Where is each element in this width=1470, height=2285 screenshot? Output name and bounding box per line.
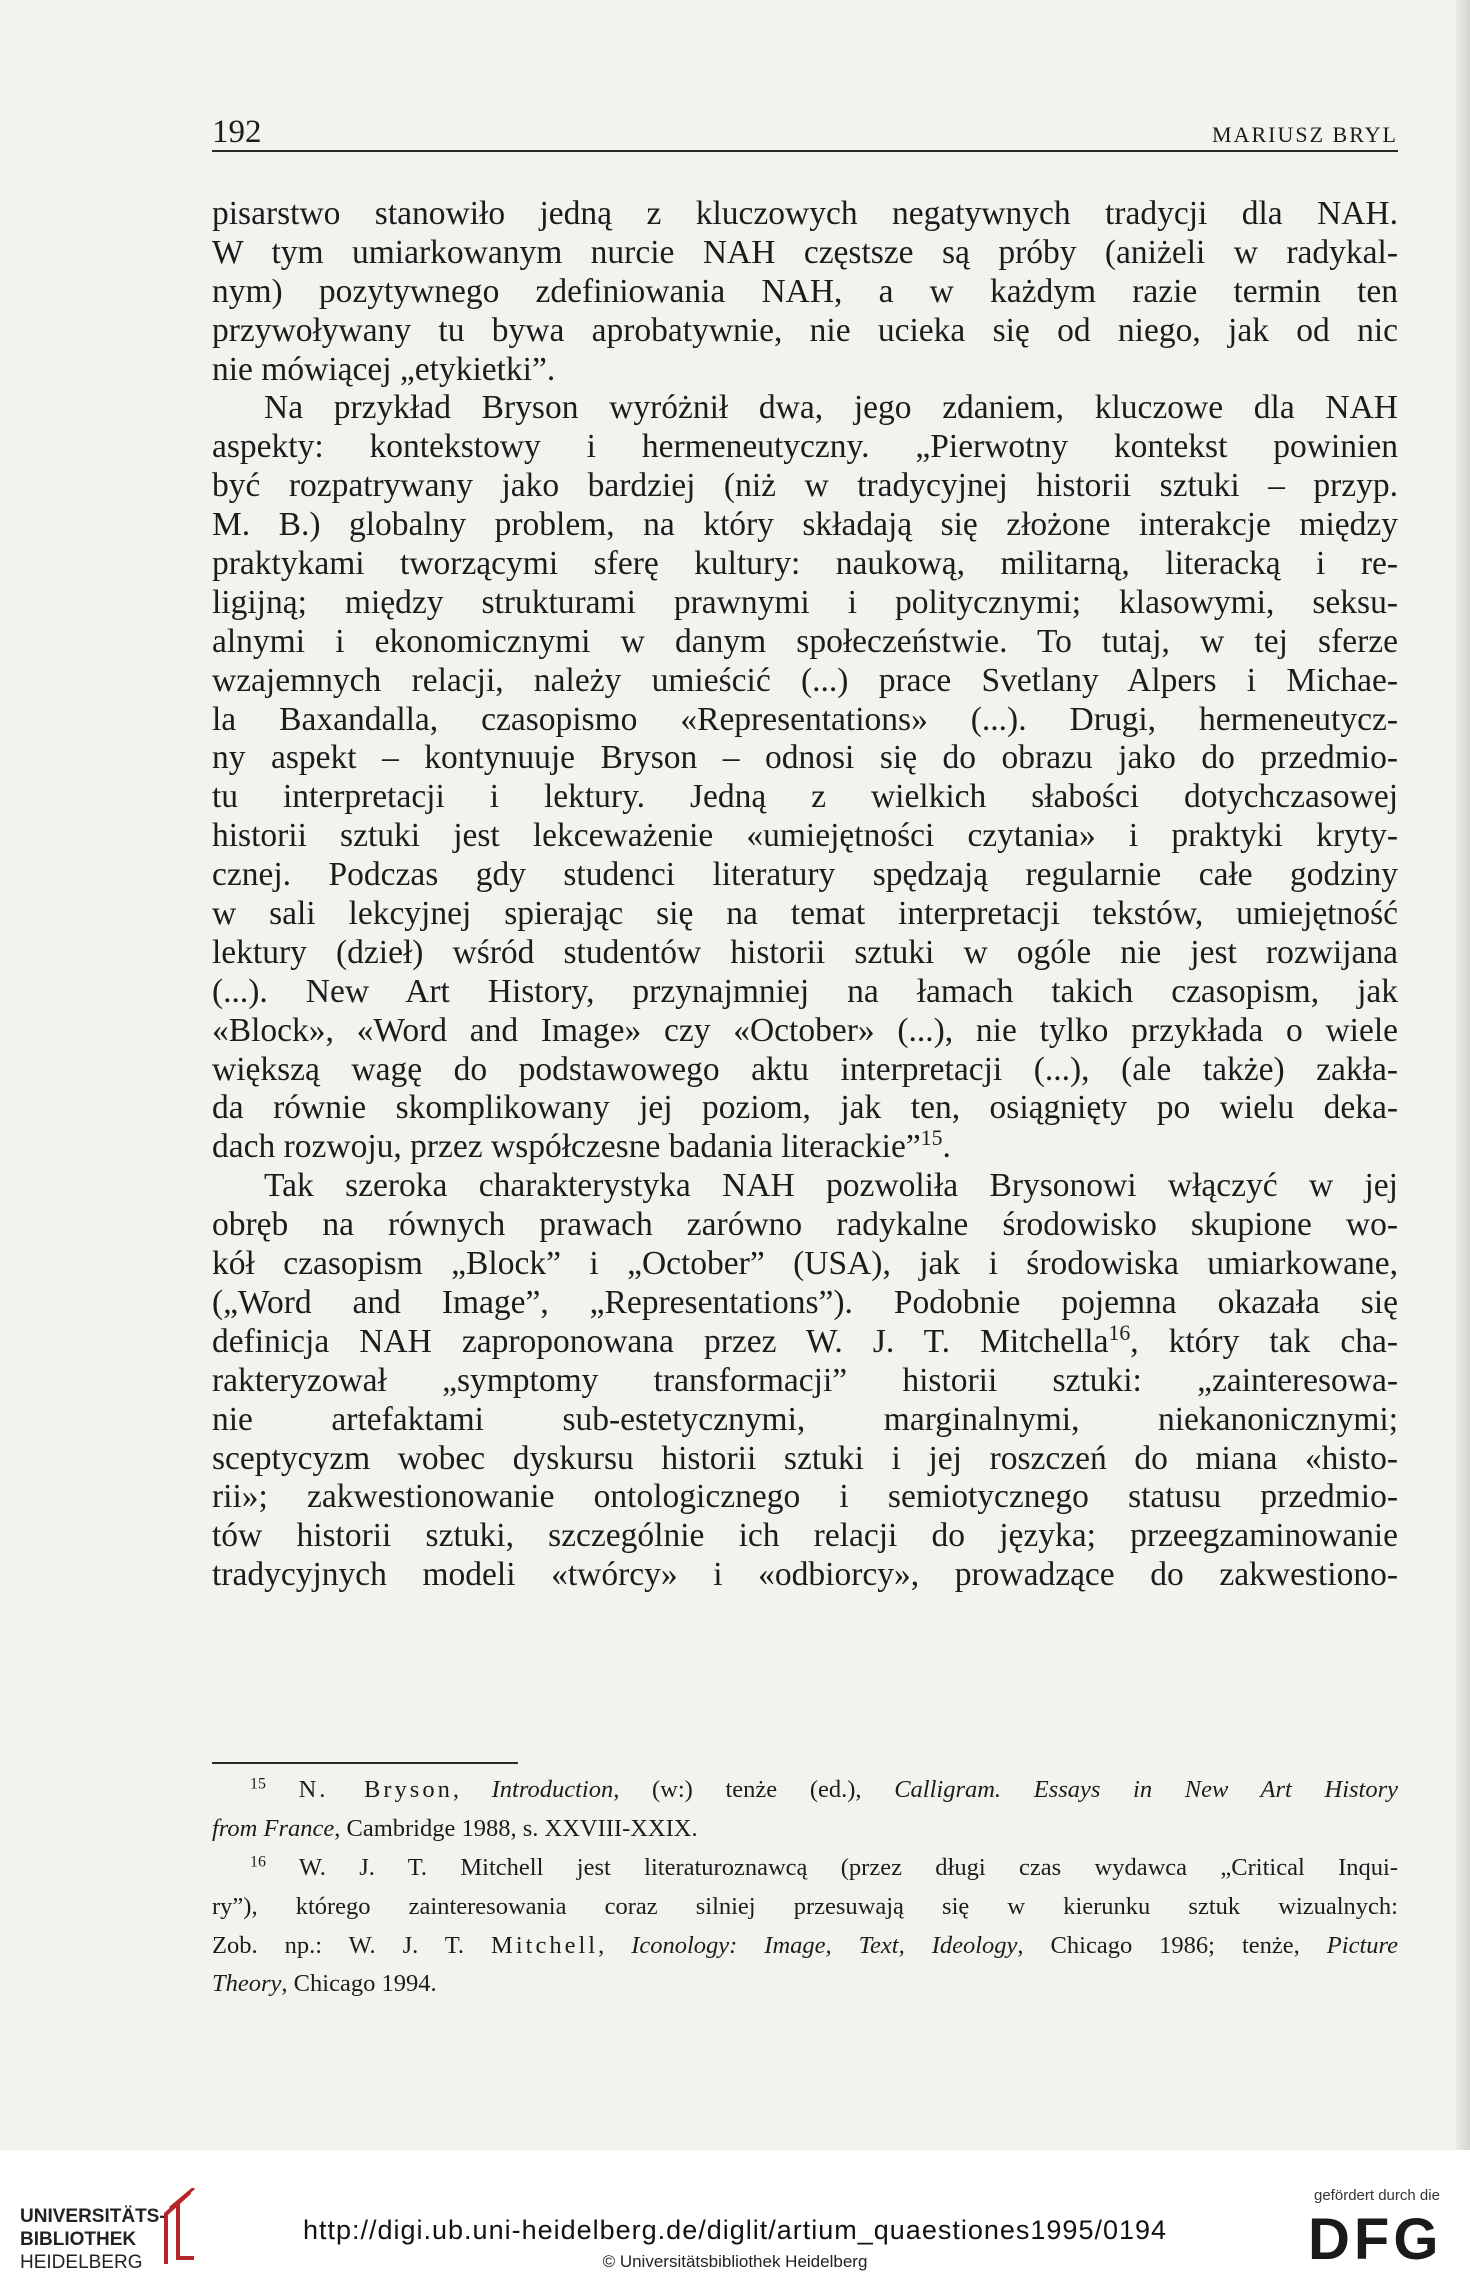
body-line: ny aspekt – kontynuuje Bryson – odnosi się do obrazu jako do przedmio- [212,739,1398,777]
body-line: Na przykład Bryson wyróżnił dwa, jego zdaniem, kluczowe dla NAH [264,389,1398,427]
body-line: ligijną; między strukturami prawnymi i politycznymi; klasowymi, seksu- [212,583,1398,621]
body-line: definicja NAH zaproponowana przez W. J. T. Mitchella$^{16}$, który tak cha- [212,1320,1398,1360]
body-line: historii sztuki jest lekceważenie «umiejętności czytania» i praktyki kryty- [212,817,1398,855]
page-number: 192 [212,114,262,150]
body-line: dach rozwoju, przez współczesne badania literackie”$^{15}$. [212,1126,951,1166]
page-header [212,110,1398,152]
body-line: pisarstwo stanowiło jedną z kluczowych negatywnych tradycji dla NAH. [212,195,1398,232]
body-line: W tym umiarkowanym nurcie NAH częstsze są próby (aniżeli w radykal- [212,233,1398,271]
footnote-15-line-2: from France, Cambridge 1988, s. XXVIII-XXIX. [212,1814,698,1842]
dfg-logo[interactable]: DFG [1308,2207,1443,2272]
body-line: tradycyjnych modeli «twórcy» i «odbiorcy», prowadzące do zakwestiono- [212,1556,1398,1594]
body-line: aspekty: kontekstowy i hermeneutyczny. „Pierwotny kontekst powinien [212,428,1398,466]
library-logo-text[interactable]: UNIVERSITÄTS- BIBLIOTHEK HEIDELBERG [20,2206,166,2273]
permalink-url[interactable]: http://digi.ub.uni-heidelberg.de/diglit/artium_quaestiones1995/0194 [302,2215,1168,2245]
body-line: nie artefaktami sub-estetycznymi, marginalnymi, niekanonicznymi; [212,1400,1398,1438]
body-line: Tak szeroka charakterystyka NAH pozwoliła Brysonowi włączyć w jej [264,1167,1398,1205]
body-line: «Block», «Word and Image» czy «October» (...), nie tylko przykłada o wiele [212,1011,1398,1049]
body-line: lektury (dzieł) wśród studentów historii sztuki w ogóle nie jest rozwijana [212,933,1398,971]
copyright-notice: © Universitätsbibliothek Heidelberg [602,2252,868,2271]
body-line: („Word and Image”, „Representations”). Podobnie pojemna okazała się [212,1283,1398,1321]
footnotes [212,1774,1398,2007]
body-line: rii»; zakwestionowanie ontologicznego i semiotycznego statusu przedmio- [212,1478,1398,1516]
body-line: przywoływany tu bywa aprobatywnie, nie ucieka się od niego, jak od nic [212,311,1398,349]
footnote-ref: 16 [1108,1320,1131,1345]
body-text [212,195,1398,1595]
body-line: sceptycyzm wobec dyskursu historii sztuki i jej roszczeń do miana «histo- [212,1439,1398,1477]
footnote-16-line-1: $^{16}$ W. J. T. Mitchell jest literaturoznawcą (przez długi czas wydawca „Critical Inqui- [250,1853,1398,1881]
footnote-ref: 15 [920,1126,943,1151]
sponsor-text: gefördert durch die [1314,2187,1440,2204]
body-line: M. B.) globalny problem, na który składają się złożone interakcje między [212,506,1398,544]
body-line: nie mówiącej „etykietki”. [212,350,556,388]
body-line: rakteryzował „symptomy transformacji” historii sztuki: „zainteresowa- [212,1361,1398,1399]
body-line: większą wagę do podstawowego aktu interpretacji (...), (ale także) zakła- [212,1050,1398,1088]
body-line: w sali lekcyjnej spierając się na temat interpretacji tekstów, umiejętność [212,895,1398,933]
footnote-16-line-3: Zob. np.: W. J. T. Mitchell, Iconology: Image, Text, Ideology, Chicago 1986; tenże, Picture [212,1931,1398,1959]
body-line: obręb na równych prawach zarówno radykalne środowisko skupione wo- [212,1206,1398,1244]
footnote-16-line-4: Theory, Chicago 1994. [212,1970,437,1998]
body-line: być rozpatrywany jako bardziej (niż w tradycyjnej historii sztuki – przyp. [212,467,1398,505]
body-line: la Baxandalla, czasopismo «Representations» (...). Drugi, hermeneutycz- [212,700,1398,738]
body-line: cznej. Podczas gdy studenci literatury spędzają regularnie całe godziny [212,856,1398,894]
body-line: nym) pozytywnego zdefiniowania NAH, a w każdym razie termin ten [212,272,1398,310]
footnote-separator [212,1762,518,1764]
body-line: praktykami tworzącymi sferę kultury: naukową, militarną, literacką i re- [212,545,1398,583]
body-line: (...). New Art History, przynajmniej na łamach takich czasopism, jak [212,972,1398,1010]
body-line: kół czasopism „Block” i „October” (USA), jak i środowiska umiarkowane, [212,1245,1398,1283]
footnote-15-line-1: $^{15}$ N. Bryson, Introduction, (w:) tenże (ed.), Calligram. Essays in New Art History [250,1775,1399,1803]
body-line: alnymi i ekonomicznymi w danym społeczeństwie. To tutaj, w tej sferze [212,622,1398,660]
running-head: MARIUSZ BRYL [1212,122,1398,147]
body-line: wzajemnych relacji, należy umieścić (...) prace Svetlany Alpers i Michae- [212,661,1398,699]
body-line: tów historii sztuki, szczególnie ich relacji do języka; przeegzaminowanie [212,1517,1398,1555]
body-line: da równie skomplikowany jej poziom, jak ten, osiągnięty po wielu deka- [212,1089,1398,1127]
footnote-16-line-2: ry”), którego zainteresowania coraz silniej przesuwają się w kierunku sztuk wizualnych: [212,1892,1398,1920]
body-line: tu interpretacji i lektury. Jedną z wielkich słabości dotychczasowej [212,778,1398,816]
